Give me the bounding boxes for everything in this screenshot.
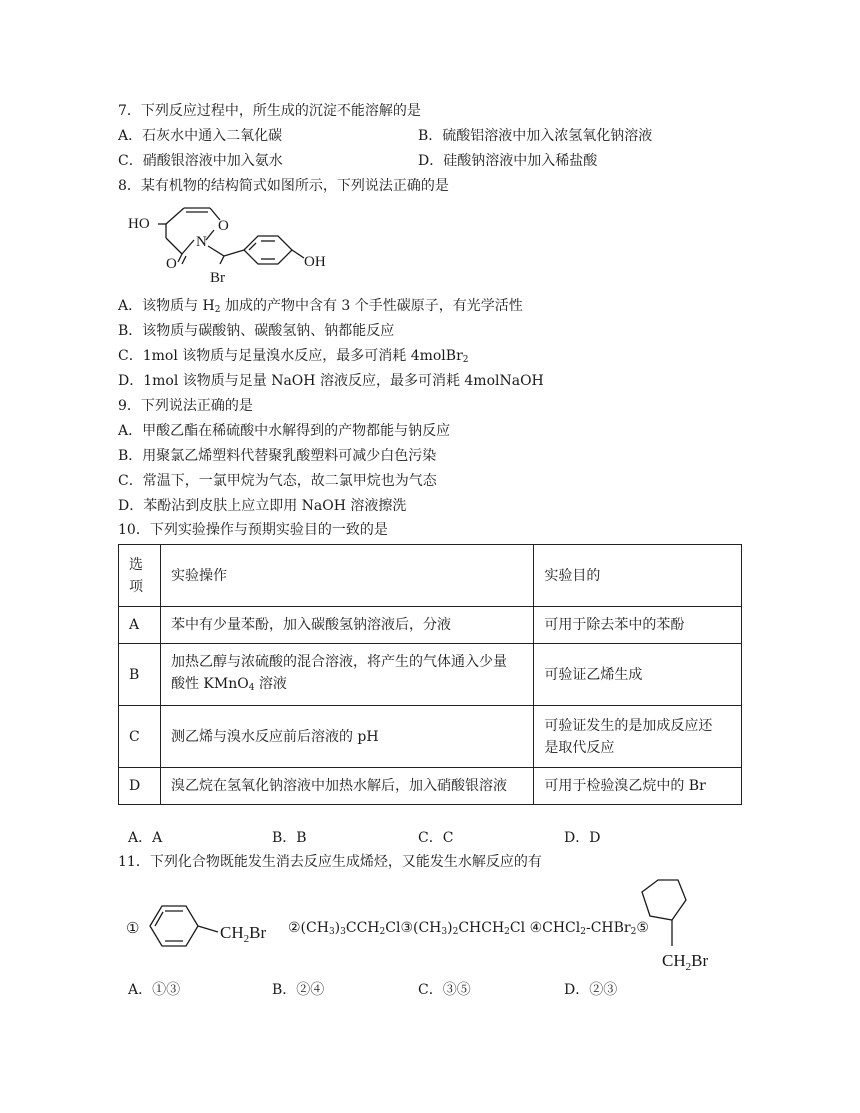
table-row bbox=[119, 644, 742, 706]
q7-option-d: D．硅酸钠溶液中加入稀盐酸 bbox=[418, 153, 598, 169]
svg-text:CH2Br: $CH_2Br$ bbox=[662, 951, 709, 973]
q10-option-b: B．B bbox=[272, 830, 307, 846]
row-d-operation: 溴乙烷在氢氧化钠溶液中加热水解后，加入硝酸银溶液 bbox=[160, 768, 533, 805]
q10-option-a: A．A bbox=[128, 830, 163, 846]
table-row bbox=[119, 706, 742, 768]
table-row bbox=[119, 768, 742, 805]
row-b-goal: 可验证乙烯生成 bbox=[534, 644, 742, 706]
row-a-operation: 苯中有少量苯酚，加入碳酸氢钠溶液后，分液 bbox=[160, 607, 533, 644]
q9-option-d: D．苯酚沾到皮肤上应立即用 NaOH 溶液擦洗 bbox=[118, 498, 407, 514]
mol-label-o-top: O bbox=[218, 218, 229, 234]
q11-compounds-text: $②(CH_3)_3CCH_2Cl③(CH_3)_2CHCH_2Cl$ ④CHCl$_2$-CHBr$_2$⑤ bbox=[288, 920, 649, 937]
q10-experiment-table bbox=[118, 544, 742, 805]
header-operation: 实验操作 bbox=[160, 545, 533, 607]
q8-option-d: D．1mol 该物质与足量 NaOH 溶液反应，最多可消耗 4molNaOH bbox=[118, 373, 544, 389]
row-c-operation: 测乙烯与溴水反应前后溶液的 pH bbox=[160, 706, 533, 768]
mol-label-br: Br bbox=[210, 270, 225, 286]
q10-stem: 10．下列实验操作与预期实验目的一致的是 bbox=[118, 522, 388, 538]
row-c-goal: 可验证发生的是加成反应还 是取代反应 bbox=[534, 706, 742, 768]
q8-option-b: B．该物质与碳酸钠、碳酸氢钠、钠都能反应 bbox=[118, 323, 395, 339]
q10-option-c: C．C bbox=[418, 830, 454, 846]
q9-option-c: C．常温下，一氯甲烷为气态，故二氯甲烷也为气态 bbox=[118, 473, 437, 489]
row-d-goal: 可用于检验溴乙烷中的 Br bbox=[534, 768, 742, 805]
mol-label-o-left: O bbox=[166, 256, 177, 272]
q9-option-b: B．用聚氯乙烯塑料代替聚乳酸塑料可减少白色污染 bbox=[118, 448, 437, 464]
row-d-option: D bbox=[119, 768, 161, 805]
q11-option-a: A．①③ bbox=[128, 982, 181, 998]
q7-option-b: B．硫酸铝溶液中加入浓氢氧化钠溶液 bbox=[418, 128, 653, 144]
q9-stem: 9．下列说法正确的是 bbox=[118, 398, 253, 414]
table-row bbox=[119, 607, 742, 644]
q8-option-c: C．1mol 该物质与足量溴水反应，最多可消耗 4molBr$_2$ bbox=[118, 348, 469, 365]
row-c-option: C bbox=[119, 706, 161, 768]
q11-compound-1-label: ① bbox=[126, 919, 140, 937]
header-option: 选 项 bbox=[119, 545, 161, 607]
header-goal: 实验目的 bbox=[534, 545, 742, 607]
q11-option-c: C．③⑤ bbox=[418, 982, 471, 998]
q11-option-b: B．②④ bbox=[272, 982, 325, 998]
q8-option-a: A．该物质与 $H_2$ 加成的产物中含有 3 个手性碳原子，有光学活性 bbox=[118, 298, 523, 315]
table-header-row bbox=[119, 545, 742, 607]
mol-label-ho: HO bbox=[128, 216, 150, 232]
q11-stem: 11．下列化合物既能发生消去反应生成烯烃，又能发生水解反应的有 bbox=[118, 854, 542, 870]
q7-stem: 7．下列反应过程中，所生成的沉淀不能溶解的是 bbox=[118, 103, 421, 119]
row-b-operation: 加热乙醇与浓硫酸的混合溶液，将产生的气体通入少量 酸性 KMnO$_4$ 溶液 bbox=[160, 644, 533, 706]
q8-structure-diagram bbox=[126, 196, 346, 294]
q7-option-c: C．硝酸银溶液中加入氨水 bbox=[118, 153, 283, 169]
q8-stem: 8．某有机物的结构简式如图所示，下列说法正确的是 bbox=[118, 178, 449, 194]
row-b-option: B bbox=[119, 644, 161, 706]
benzyl-bromide-structure bbox=[142, 896, 284, 956]
mol-label-oh: OH bbox=[304, 254, 326, 270]
q9-option-a: A．甲酸乙酯在稀硫酸中水解得到的产物都能与钠反应 bbox=[118, 423, 451, 439]
bromomethyl-cyclohexane-structure bbox=[624, 872, 724, 974]
row-a-option: A bbox=[119, 607, 161, 644]
svg-text:CH2Br: $CH_2Br$ bbox=[220, 923, 267, 945]
q7-option-a: A．石灰水中通入二氧化碳 bbox=[118, 128, 283, 144]
q10-option-d: D．D bbox=[564, 830, 601, 846]
row-a-goal: 可用于除去苯中的苯酚 bbox=[534, 607, 742, 644]
q11-option-d: D．②③ bbox=[564, 982, 618, 998]
mol-label-n: N bbox=[196, 234, 207, 250]
